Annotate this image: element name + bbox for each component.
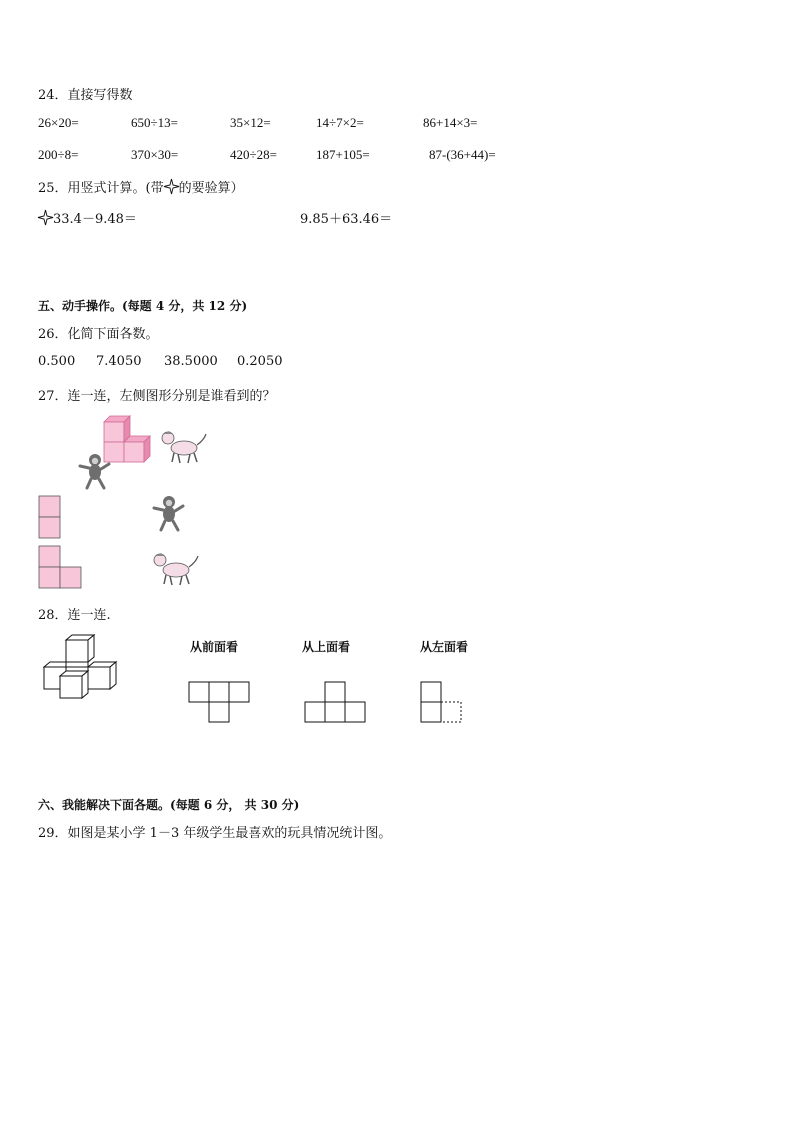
q25-title-after: 的要验算）	[178, 181, 244, 196]
q27-view-vertical	[38, 495, 62, 539]
q25-title	[38, 177, 244, 196]
q28-label-front: 从前面看	[190, 640, 239, 654]
q26-num-1: 0.500	[38, 354, 76, 369]
q28-view-inverted-t	[304, 681, 368, 724]
q24-r2-c3: 420÷28=	[230, 147, 277, 162]
q24-title: 24．直接写得数	[38, 88, 133, 103]
q28-title: 28．连一连.	[38, 608, 111, 623]
q28-view-t-shape	[188, 681, 252, 724]
q26-num-3: 38.5000	[164, 354, 218, 369]
section6-title: 六、我能解决下面各题。(每题 6 分， 共 30 分)	[38, 798, 300, 812]
q28-view-l-dashed	[420, 681, 466, 724]
q26-num-4: 0.2050	[237, 354, 283, 369]
q24-r1-c1: 26×20=	[38, 115, 79, 130]
q25-title-before: 25．用竖式计算。(带	[38, 181, 164, 196]
q24-r1-c3: 35×12=	[230, 115, 271, 130]
q29-title: 29．如图是某小学 1－3 年级学生最喜欢的玩具情况统计图。	[38, 826, 392, 841]
monkey-icon	[78, 452, 112, 490]
dog-icon	[152, 550, 200, 588]
q25-item1	[38, 208, 137, 227]
q24-r1-c5: 86+14×3=	[423, 115, 478, 130]
q24-r2-c5: 87-(36+44)=	[429, 147, 496, 162]
q24-r1-c2: 650÷13=	[131, 115, 178, 130]
four-point-star-icon	[38, 210, 53, 225]
q28-label-top: 从上面看	[302, 640, 351, 654]
q27-view-l-shape	[38, 545, 83, 589]
section5-title: 五、动手操作。(每题 4 分，共 12 分)	[38, 299, 248, 313]
four-point-star-icon	[164, 179, 179, 194]
q25-item2: 9.85＋63.46＝	[300, 212, 393, 227]
q24-r1-c4: 14÷7×2=	[316, 115, 364, 130]
q24-r2-c4: 187+105=	[316, 147, 370, 162]
monkey-icon	[152, 494, 186, 532]
q25-item1-text: 33.4－9.48＝	[53, 212, 137, 227]
q24-r2-c2: 370×30=	[131, 147, 179, 162]
q26-num-2: 7.4050	[96, 354, 142, 369]
q28-label-left: 从左面看	[420, 640, 469, 654]
dog-icon	[160, 428, 208, 466]
q27-title: 27．连一连，左侧图形分别是谁看到的？	[38, 389, 276, 404]
q28-solid-figure	[42, 638, 116, 704]
q26-title: 26．化简下面各数。	[38, 327, 159, 342]
q24-r2-c1: 200÷8=	[38, 147, 79, 162]
